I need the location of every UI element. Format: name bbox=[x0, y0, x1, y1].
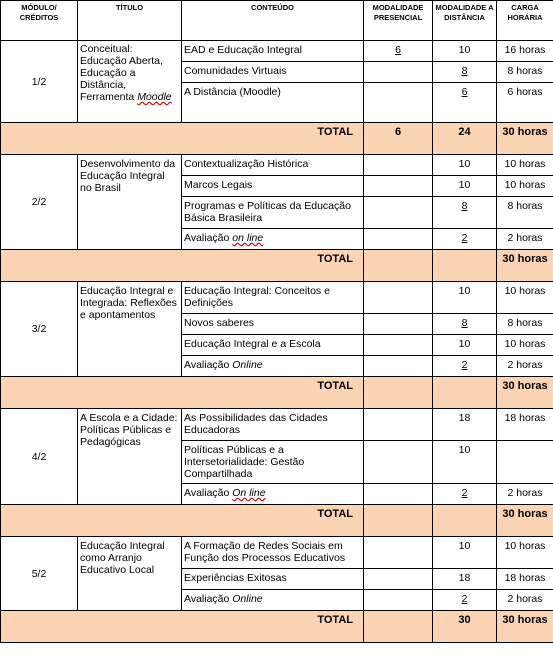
total-carga: 30 horas bbox=[497, 611, 553, 643]
distancia-cell: 8 bbox=[433, 314, 497, 335]
carga-cell: 10 horas bbox=[497, 282, 553, 314]
total-carga: 30 horas bbox=[497, 377, 553, 409]
table-row bbox=[1, 409, 553, 441]
content-cell: Educação Integral e a Escola bbox=[182, 335, 364, 356]
presencial-cell bbox=[364, 356, 433, 377]
distancia-cell: 10 bbox=[433, 441, 497, 484]
carga-cell: 18 horas bbox=[497, 569, 553, 590]
carga-cell: 8 horas bbox=[497, 197, 553, 229]
table-row bbox=[1, 537, 553, 569]
distancia-cell: 6 bbox=[433, 83, 497, 123]
distancia-cell: 8 bbox=[433, 62, 497, 83]
content-cell: Novos saberes bbox=[182, 314, 364, 335]
presencial-cell: 6 bbox=[364, 41, 433, 62]
total-presencial bbox=[364, 250, 433, 282]
carga-cell: 16 horas bbox=[497, 41, 553, 62]
header-modulo: MÓDULO/ CRÉDITOS bbox=[1, 1, 78, 41]
presencial-cell bbox=[364, 229, 433, 250]
module-number: 3/2 bbox=[1, 282, 78, 377]
carga-cell: 2 horas bbox=[497, 356, 553, 377]
module-number: 1/2 bbox=[1, 41, 78, 123]
total-presencial bbox=[364, 377, 433, 409]
total-distancia: 24 bbox=[433, 123, 497, 155]
carga-cell: 10 horas bbox=[497, 155, 553, 176]
module-title: Educação Integral e Integrada: Reflexões e apontamentos bbox=[78, 282, 182, 377]
module-title: Educação Integral como Arranjo Educativo Local bbox=[78, 537, 182, 611]
content-cell: Programas e Políticas da Educação Básica Brasileira bbox=[182, 197, 364, 229]
presencial-cell bbox=[364, 83, 433, 123]
total-distancia bbox=[433, 377, 497, 409]
total-row bbox=[1, 123, 553, 155]
module-number: 5/2 bbox=[1, 537, 78, 611]
carga-cell: 2 horas bbox=[497, 590, 553, 611]
header-row bbox=[1, 1, 553, 41]
content-cell: Contextualização Histórica bbox=[182, 155, 364, 176]
header-conteudo: CONTEÚDO bbox=[182, 1, 364, 41]
carga-cell: 10 horas bbox=[497, 335, 553, 356]
total-row bbox=[1, 250, 553, 282]
total-carga: 30 horas bbox=[497, 123, 553, 155]
module-title: Conceitual: Educação Aberta, Educação a Distância, Ferramenta Moodle bbox=[78, 41, 182, 123]
presencial-cell bbox=[364, 335, 433, 356]
header-distancia: MODALIDADE A DISTÂNCIA bbox=[433, 1, 497, 41]
total-label: TOTAL bbox=[1, 505, 364, 537]
presencial-cell bbox=[364, 155, 433, 176]
total-row bbox=[1, 377, 553, 409]
carga-cell: 6 horas bbox=[497, 83, 553, 123]
module-title: A Escola e a Cidade: Políticas Públicas e Pedagógicas bbox=[78, 409, 182, 505]
content-cell: As Possibilidades das Cidades Educadoras bbox=[182, 409, 364, 441]
presencial-cell bbox=[364, 484, 433, 505]
carga-cell: 8 horas bbox=[497, 314, 553, 335]
content-cell: Avaliação On line bbox=[182, 484, 364, 505]
content-cell: Avaliação Online bbox=[182, 356, 364, 377]
content-cell: EAD e Educação Integral bbox=[182, 41, 364, 62]
total-carga: 30 horas bbox=[497, 505, 553, 537]
content-cell: Avaliação Online bbox=[182, 590, 364, 611]
distancia-cell: 2 bbox=[433, 484, 497, 505]
total-label: TOTAL bbox=[1, 611, 364, 643]
content-cell: A Distância (Moodle) bbox=[182, 83, 364, 123]
distancia-cell: 10 bbox=[433, 537, 497, 569]
total-distancia bbox=[433, 505, 497, 537]
total-row bbox=[1, 505, 553, 537]
total-presencial: 6 bbox=[364, 123, 433, 155]
presencial-cell bbox=[364, 441, 433, 484]
presencial-cell bbox=[364, 176, 433, 197]
content-cell: Experiências Exitosas bbox=[182, 569, 364, 590]
table-row bbox=[1, 155, 553, 176]
module-number: 2/2 bbox=[1, 155, 78, 250]
content-cell: Avaliação on line bbox=[182, 229, 364, 250]
table-row bbox=[1, 282, 553, 314]
content-cell: Marcos Legais bbox=[182, 176, 364, 197]
presencial-cell bbox=[364, 409, 433, 441]
distancia-cell: 10 bbox=[433, 155, 497, 176]
distancia-cell: 2 bbox=[433, 356, 497, 377]
total-presencial bbox=[364, 611, 433, 643]
carga-cell: 8 horas bbox=[497, 62, 553, 83]
carga-cell: 2 horas bbox=[497, 484, 553, 505]
distancia-cell: 10 bbox=[433, 282, 497, 314]
carga-cell: 2 horas bbox=[497, 229, 553, 250]
presencial-cell bbox=[364, 62, 433, 83]
module-title: Desenvolvimento da Educação Integral no Brasil bbox=[78, 155, 182, 250]
header-presencial: MODALIDADE PRESENCIAL bbox=[364, 1, 433, 41]
total-label: TOTAL bbox=[1, 123, 364, 155]
carga-cell: 10 horas bbox=[497, 176, 553, 197]
presencial-cell bbox=[364, 197, 433, 229]
table-row bbox=[1, 41, 553, 62]
presencial-cell bbox=[364, 282, 433, 314]
carga-cell: 18 horas bbox=[497, 409, 553, 441]
presencial-cell bbox=[364, 590, 433, 611]
content-cell: Políticas Públicas e a Intersetorialidade: Gestão Compartilhada bbox=[182, 441, 364, 484]
total-carga: 30 horas bbox=[497, 250, 553, 282]
carga-cell bbox=[497, 441, 553, 484]
distancia-cell: 8 bbox=[433, 197, 497, 229]
content-cell: Comunidades Virtuais bbox=[182, 62, 364, 83]
presencial-cell bbox=[364, 314, 433, 335]
content-cell: Educação Integral: Conceitos e Definições bbox=[182, 282, 364, 314]
presencial-cell bbox=[364, 537, 433, 569]
distancia-cell: 10 bbox=[433, 176, 497, 197]
total-row bbox=[1, 611, 553, 643]
distancia-cell: 2 bbox=[433, 590, 497, 611]
total-distancia bbox=[433, 250, 497, 282]
carga-cell: 10 horas bbox=[497, 537, 553, 569]
distancia-cell: 2 bbox=[433, 229, 497, 250]
header-titulo: TÍTULO bbox=[78, 1, 182, 41]
distancia-cell: 18 bbox=[433, 569, 497, 590]
total-label: TOTAL bbox=[1, 250, 364, 282]
header-carga: CARGA HORÁRIA bbox=[497, 1, 553, 41]
module-number: 4/2 bbox=[1, 409, 78, 505]
distancia-cell: 10 bbox=[433, 335, 497, 356]
distancia-cell: 10 bbox=[433, 41, 497, 62]
presencial-cell bbox=[364, 569, 433, 590]
total-label: TOTAL bbox=[1, 377, 364, 409]
distancia-cell: 18 bbox=[433, 409, 497, 441]
content-cell: A Formação de Redes Sociais em Função dos Processos Educativos bbox=[182, 537, 364, 569]
total-presencial bbox=[364, 505, 433, 537]
total-distancia: 30 bbox=[433, 611, 497, 643]
